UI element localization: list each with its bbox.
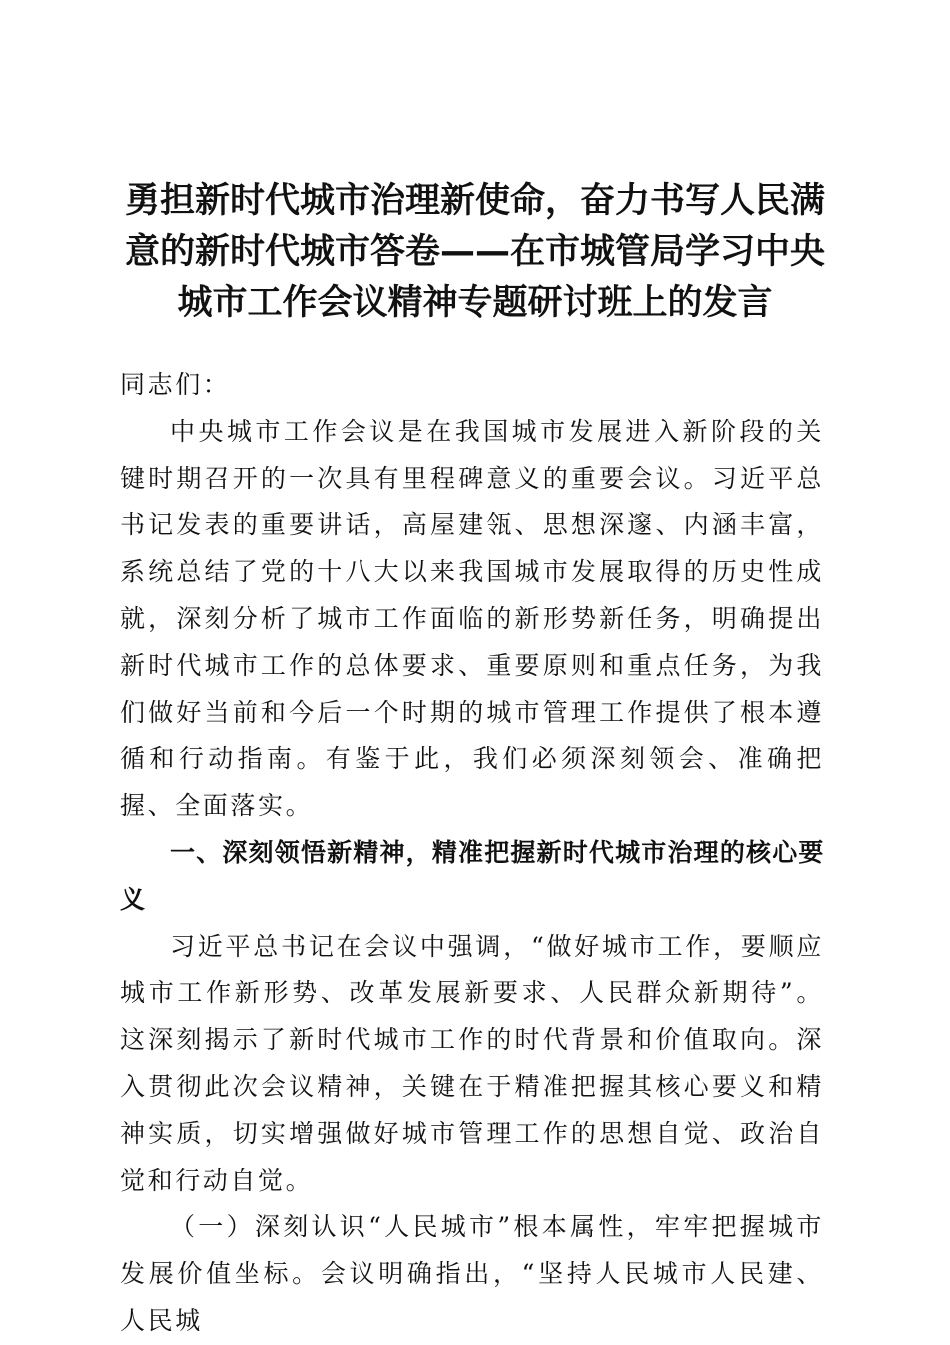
document-body	[120, 362, 824, 1345]
section-1-heading: 一、深刻领悟新精神，精准把握新时代城市治理的核心要义	[120, 837, 824, 914]
subsection-1-paragraph: （一）深刻认识“人民城市”根本属性，牢牢把握城市发展价值坐标。会议明确指出，“坚持人民城市人民建、人民城	[120, 1212, 824, 1335]
salutation: 同志们：	[120, 370, 231, 399]
section-1-paragraph: 习近平总书记在会议中强调，“做好城市工作，要顺应城市工作新形势、改革发展新要求、人民群众新期待”。这深刻揭示了新时代城市工作的时代背景和价值取向。深入贯彻此次会议精神，关键在于精准把握其核心要义和精神实质，切实增强做好城市管理工作的思想自觉、政治自觉和行动自觉。	[120, 931, 824, 1195]
document-title: 勇担新时代城市治理新使命，奋力书写人民满意的新时代城市答卷——在市城管局学习中央城市工作会议精神专题研讨班上的发言	[124, 181, 825, 323]
intro-paragraph: 中央城市工作会议是在我国城市发展进入新阶段的关键时期召开的一次具有里程碑意义的重要会议。习近平总书记发表的重要讲话，高屋建瓴、思想深邃、内涵丰富，系统总结了党的十八大以来我国城市发展取得的历史性成就，深刻分析了城市工作面临的新形势新任务，明确提出新时代城市工作的总体要求、重要原则和重点任务，为我们做好当前和今后一个时期的城市管理工作提供了根本遵循和行动指南。有鉴于此，我们必须深刻领会、准确把握、全面落实。	[120, 416, 824, 821]
